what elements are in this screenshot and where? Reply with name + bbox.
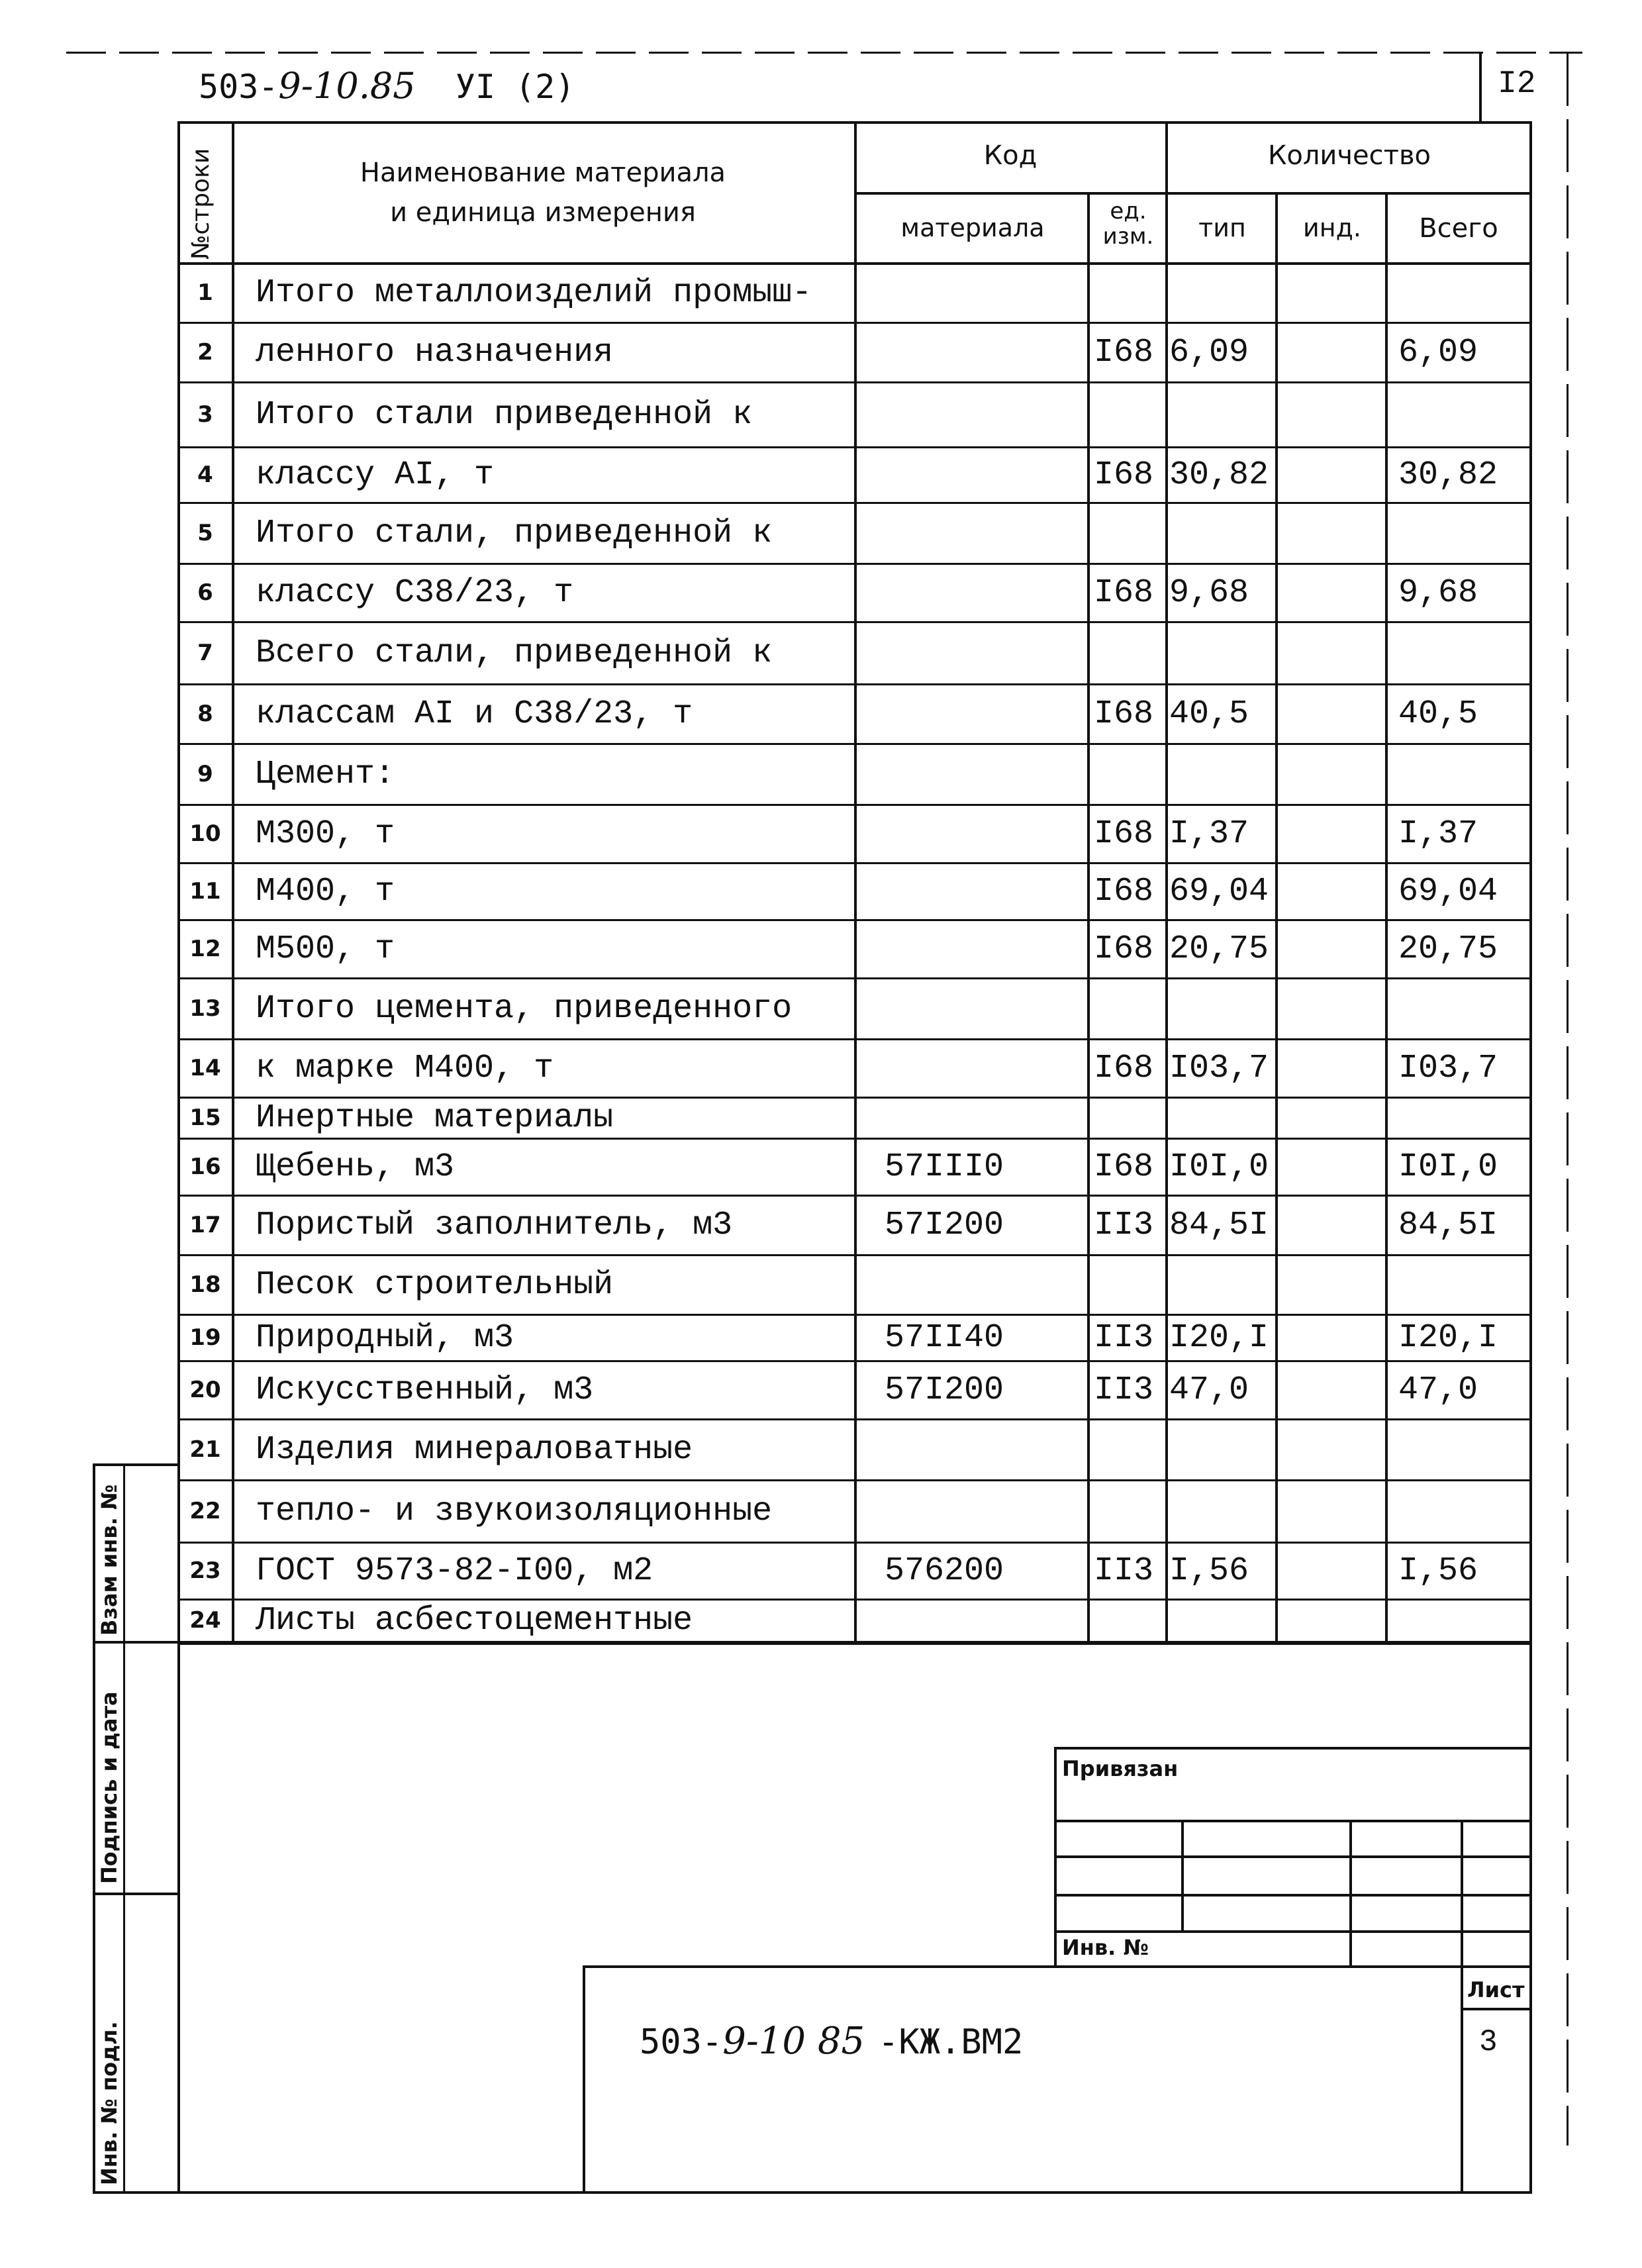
table-row-divider [177, 446, 1532, 448]
cell-total: I0I,0 [1398, 1148, 1498, 1187]
cell-code: 57III0 [885, 1148, 1004, 1187]
stamp-main-left [583, 1965, 585, 2194]
cell-name: Итого стали, приведенной к [256, 515, 773, 553]
row-number: 13 [189, 995, 221, 1022]
sheet-label: Лист [1467, 1977, 1525, 2002]
table-row-divider [177, 1254, 1532, 1256]
cell-unit: I68 [1094, 815, 1154, 854]
table-row-divider [177, 683, 1532, 685]
header-qty-total: Всего [1419, 213, 1498, 244]
sheet-number: 3 [1479, 2025, 1498, 2059]
row-number: 23 [189, 1557, 221, 1585]
row-number: 9 [197, 761, 213, 788]
cell-name: Всего стали, приведенной к [256, 634, 773, 673]
cell-total: I03,7 [1398, 1050, 1498, 1088]
privyazan-label: Привязан [1062, 1756, 1179, 1781]
row-number: 21 [189, 1436, 221, 1463]
row-number: 10 [189, 820, 221, 848]
row-number: 14 [189, 1055, 221, 1082]
cell-type: 40,5 [1169, 695, 1249, 734]
table-row-divider [177, 322, 1532, 324]
cell-total: 30,82 [1398, 456, 1498, 495]
col-ind-divider [1385, 192, 1388, 1644]
inv-no-label: Инв. № [1062, 1935, 1149, 1960]
row-number: 7 [197, 640, 213, 667]
col-type-divider [1275, 192, 1278, 1644]
cell-unit: I68 [1094, 930, 1154, 969]
side-stamp-vzam-label: Взам инв. № [97, 1484, 122, 1636]
header-rownum: №строки [187, 148, 215, 260]
cell-type: 20,75 [1169, 930, 1269, 969]
cell-type: 47,0 [1169, 1371, 1249, 1410]
cell-name: М300, т [256, 815, 395, 854]
header-code: Код [983, 140, 1038, 171]
table-row-divider [177, 1360, 1532, 1362]
cell-name: М400, т [256, 873, 395, 911]
table-row-divider [177, 862, 1532, 864]
table-bottom-line [177, 1642, 1532, 1645]
cell-code: 57I200 [885, 1371, 1004, 1410]
cell-name: классу С38/23, т [256, 574, 574, 613]
cell-type: 84,5I [1169, 1207, 1269, 1245]
cell-unit: I68 [1094, 1050, 1154, 1088]
header-code-handwritten: 9-10.85 [278, 65, 416, 107]
cell-total: 20,75 [1398, 930, 1498, 969]
cell-unit: I68 [1094, 873, 1154, 911]
document-code-prefix: 503- [640, 2022, 723, 2062]
row-number: 8 [197, 701, 213, 728]
cell-total: 9,68 [1398, 574, 1478, 613]
table-row-divider [177, 1479, 1532, 1481]
header-code [199, 65, 575, 107]
cell-type: 30,82 [1169, 456, 1269, 495]
row-number: 12 [189, 936, 221, 963]
row-number: 18 [189, 1271, 221, 1299]
cell-name: Искусственный, м3 [256, 1371, 594, 1410]
cell-type: I0I,0 [1169, 1148, 1269, 1187]
row-number: 5 [197, 520, 213, 547]
cell-name: Изделия минераловатные [256, 1431, 693, 1469]
cell-unit: II3 [1094, 1207, 1154, 1245]
row-number: 24 [189, 1607, 221, 1634]
cell-name: к марке М400, т [256, 1050, 554, 1088]
page-corner-number: I2 [1498, 66, 1536, 102]
row-number: 22 [189, 1498, 221, 1525]
header-qty-type: тип [1198, 213, 1246, 242]
cell-total: 40,5 [1398, 695, 1478, 734]
side-stamp-line2 [93, 1893, 179, 1895]
privyazan-top [1054, 1747, 1532, 1750]
col-rownum-divider [232, 121, 234, 1644]
table-row-divider [177, 804, 1532, 806]
cell-name: Щебень, м3 [256, 1148, 455, 1187]
cell-name: Итого металлоизделий промыш- [256, 274, 812, 313]
cell-name: Пористый заполнитель, м3 [256, 1207, 733, 1245]
table-row-divider [177, 621, 1532, 623]
side-stamp-inv-label: Инв. № подл. [97, 2021, 122, 2185]
table-row-divider [177, 1097, 1532, 1099]
cell-unit: II3 [1094, 1371, 1154, 1410]
cell-type: 69,04 [1169, 873, 1269, 911]
row-number: 3 [197, 401, 213, 428]
cell-type: I03,7 [1169, 1050, 1269, 1088]
cell-code: 57II40 [885, 1319, 1004, 1357]
stamp-main-top [583, 1965, 1532, 1968]
row-number: 1 [197, 279, 213, 307]
privyazan-col3 [1461, 1820, 1463, 2194]
cell-name: Песок строительный [256, 1266, 614, 1305]
header-qty-ind: инд. [1303, 213, 1361, 242]
row-number: 15 [189, 1105, 221, 1132]
cell-name: Листы асбестоцементные [256, 1602, 693, 1640]
header-code-suffix: УI (2) [455, 68, 575, 106]
side-stamp-line1 [93, 1641, 179, 1644]
table-row-divider [177, 919, 1532, 921]
side-stamp-mid [123, 1463, 125, 2194]
cell-name: М500, т [256, 930, 395, 969]
cell-total: 47,0 [1398, 1371, 1478, 1410]
header-code-prefix: 503- [199, 68, 279, 106]
row-number: 11 [189, 878, 221, 905]
row-number: 6 [197, 579, 213, 607]
cell-type: I20,I [1169, 1319, 1269, 1357]
header-name-line1: Наименование материала [360, 158, 726, 188]
cell-type: I,37 [1169, 815, 1249, 854]
corner-number-divider [1479, 53, 1482, 123]
cell-unit: I68 [1094, 695, 1154, 734]
row-number: 19 [189, 1324, 221, 1352]
table-row-divider [177, 743, 1532, 745]
table-row-divider [177, 1038, 1532, 1040]
table-row-divider [177, 381, 1532, 383]
row-number: 20 [189, 1377, 221, 1404]
table-row-divider [177, 1195, 1532, 1197]
cell-unit: I68 [1094, 1148, 1154, 1187]
cell-unit: II3 [1094, 1552, 1154, 1591]
header-code-unit: ед. изм. [1102, 198, 1154, 250]
side-stamp-top [93, 1463, 179, 1466]
cell-name: классам АI и С38/23, т [256, 695, 693, 734]
cell-unit: I68 [1094, 334, 1154, 372]
cell-name: Цемент: [256, 756, 395, 794]
cell-unit: I68 [1094, 456, 1154, 495]
cell-type: 9,68 [1169, 574, 1249, 613]
cell-name: Итого стали приведенной к [256, 396, 753, 434]
table-row-divider [177, 1418, 1532, 1420]
side-stamp-bottom [93, 2191, 1532, 2194]
cell-name: тепло- и звукоизоляционные [256, 1493, 773, 1531]
side-stamp-podpis-label: Подпись и дата [97, 1691, 122, 1884]
table-row-divider [177, 563, 1532, 565]
cell-total: 69,04 [1398, 873, 1498, 911]
row-number: 17 [189, 1212, 221, 1239]
cell-name: Инертные материалы [256, 1099, 614, 1138]
top-border-dashed [66, 52, 1582, 54]
table-row-divider [177, 1542, 1532, 1544]
cell-total: 84,5I [1398, 1207, 1498, 1245]
cell-total: I,56 [1398, 1552, 1478, 1591]
document-code-handwritten: 9-10 85 [722, 2020, 865, 2063]
cell-total: I,37 [1398, 815, 1478, 854]
cell-code: 57I200 [885, 1207, 1004, 1245]
cell-type: I,56 [1169, 1552, 1249, 1591]
cell-name: классу АI, т [256, 456, 495, 495]
header-name-line2: и единица измерения [390, 197, 696, 228]
cell-code: 576200 [885, 1552, 1004, 1591]
privyazan-col1 [1181, 1820, 1184, 1932]
cell-name: ленного назначения [256, 334, 614, 372]
row-number: 2 [197, 339, 213, 366]
cell-name: Итого цемента, приведенного [256, 990, 793, 1028]
cell-unit: II3 [1094, 1319, 1154, 1357]
table-row-divider [177, 1314, 1532, 1316]
header-code-material: материала [900, 213, 1045, 242]
col-name-divider [854, 121, 857, 1644]
cell-name: Природный, м3 [256, 1319, 514, 1357]
table-row-divider [177, 1138, 1532, 1140]
table-row-divider [177, 502, 1532, 504]
document-code-suffix: -КЖ.ВМ2 [878, 2022, 1024, 2062]
col-unit-divider [1165, 121, 1168, 1644]
header-quantity: Количество [1267, 140, 1431, 171]
table-row-divider [177, 1599, 1532, 1601]
row-number: 16 [189, 1154, 221, 1181]
right-border-dashed [1567, 53, 1569, 2145]
cell-name: ГОСТ 9573-82-I00, м2 [256, 1552, 653, 1591]
document-code [640, 2020, 1023, 2063]
code-subheader-line [854, 192, 1532, 195]
privyazan-col2 [1349, 1820, 1352, 1965]
cell-type: 6,09 [1169, 334, 1249, 372]
cell-unit: I68 [1094, 574, 1154, 613]
side-stamp-left-border [93, 1463, 95, 2194]
sheet-label-line [1461, 2008, 1532, 2010]
table-row-divider [177, 977, 1532, 979]
cell-total: 6,09 [1398, 334, 1478, 372]
cell-total: I20,I [1398, 1319, 1498, 1357]
col-code-divider [1087, 192, 1090, 1644]
row-number: 4 [197, 462, 213, 489]
